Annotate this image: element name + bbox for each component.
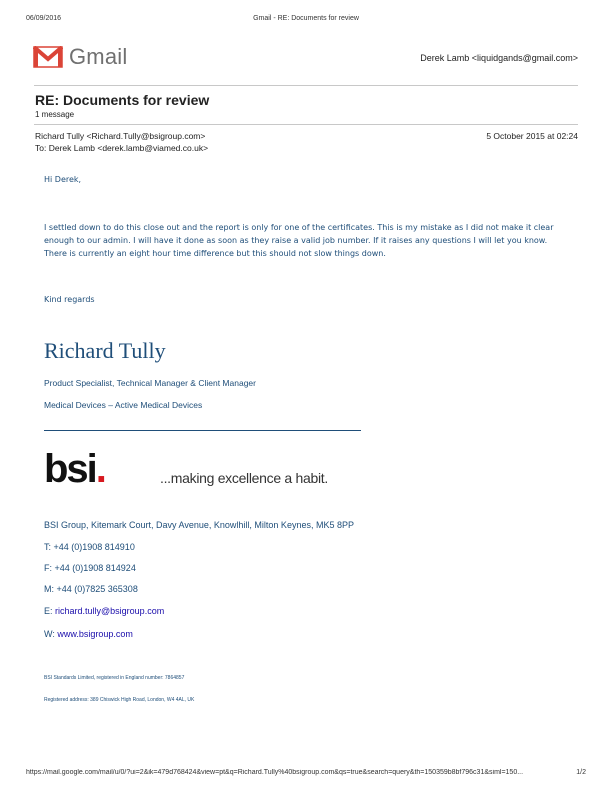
signature-mobile: M: +44 (0)7825 365308	[44, 584, 138, 594]
signature-divider	[44, 430, 361, 431]
greeting: Hi Derek,	[44, 175, 82, 184]
sender: Richard Tully <Richard.Tully@bsigroup.com>	[35, 131, 206, 141]
page-number: 1/2	[576, 769, 586, 776]
header-divider	[34, 85, 578, 86]
signature-name: Richard Tully	[44, 338, 166, 363]
closing: Kind regards	[44, 295, 95, 304]
print-date: 06/09/2016	[26, 15, 62, 22]
subject-title: RE: Documents for review	[35, 92, 210, 108]
email-link[interactable]: richard.tully@bsigroup.com	[55, 606, 165, 616]
signature-role: Product Specialist, Technical Manager & Client Manager	[44, 378, 256, 388]
signature-phone: T: +44 (0)1908 814910	[44, 542, 135, 552]
bsi-logo	[44, 447, 105, 492]
legal-registration: BSI Standards Limited, registered in England number: 7864857	[44, 675, 185, 681]
web-link[interactable]: www.bsigroup.com	[57, 629, 133, 639]
legal-address: Registered address: 389 Chiswick High Road, London, W4 4AL, UK	[44, 697, 195, 703]
message-date: 5 October 2015 at 02:24	[486, 131, 578, 141]
message-count: 1 message	[35, 110, 75, 119]
bsi-tagline: ...making excellence a habit.	[160, 470, 328, 486]
gmail-logo[interactable]	[33, 44, 127, 70]
account-label: Derek Lamb <liquidgands@gmail.com>	[420, 53, 578, 63]
signature-address: BSI Group, Kitemark Court, Davy Avenue, Knowlhill, Milton Keynes, MK5 8PP	[44, 520, 354, 530]
footer-url: https://mail.google.com/mail/u/0/?ui=2&ik=479d768424&view=pt&q=Richard.Tully%40bsigroup.com&qs=true&search=query&th=150359b8bf796c31&siml=150...	[26, 769, 524, 776]
bsi-logo-text: bsi	[44, 447, 96, 491]
signature-fax: F: +44 (0)1908 814924	[44, 563, 136, 573]
bsi-logo-dot: .	[95, 447, 105, 491]
gmail-envelope-icon	[33, 46, 63, 68]
gmail-wordmark: Gmail	[69, 44, 128, 69]
web-prefix: W:	[44, 629, 58, 639]
message-paragraph: I settled down to do this close out and the report is only for one of the certificates. This is my mistake as I did not make it clear enough to our admin. I will have it done as soon as they raise a valid job number. If it raises any questions I will let you know. There is currently an eight hour time difference but this should not slow things down.	[44, 223, 554, 258]
signature-web-row	[44, 629, 133, 639]
email-prefix: E:	[44, 606, 56, 616]
print-title: Gmail - RE: Documents for review	[253, 15, 359, 22]
subject-divider	[34, 124, 578, 125]
signature-division: Medical Devices – Active Medical Devices	[44, 400, 203, 410]
signature-email-row	[44, 606, 164, 616]
recipient: To: Derek Lamb <derek.lamb@viamed.co.uk>	[35, 143, 209, 153]
